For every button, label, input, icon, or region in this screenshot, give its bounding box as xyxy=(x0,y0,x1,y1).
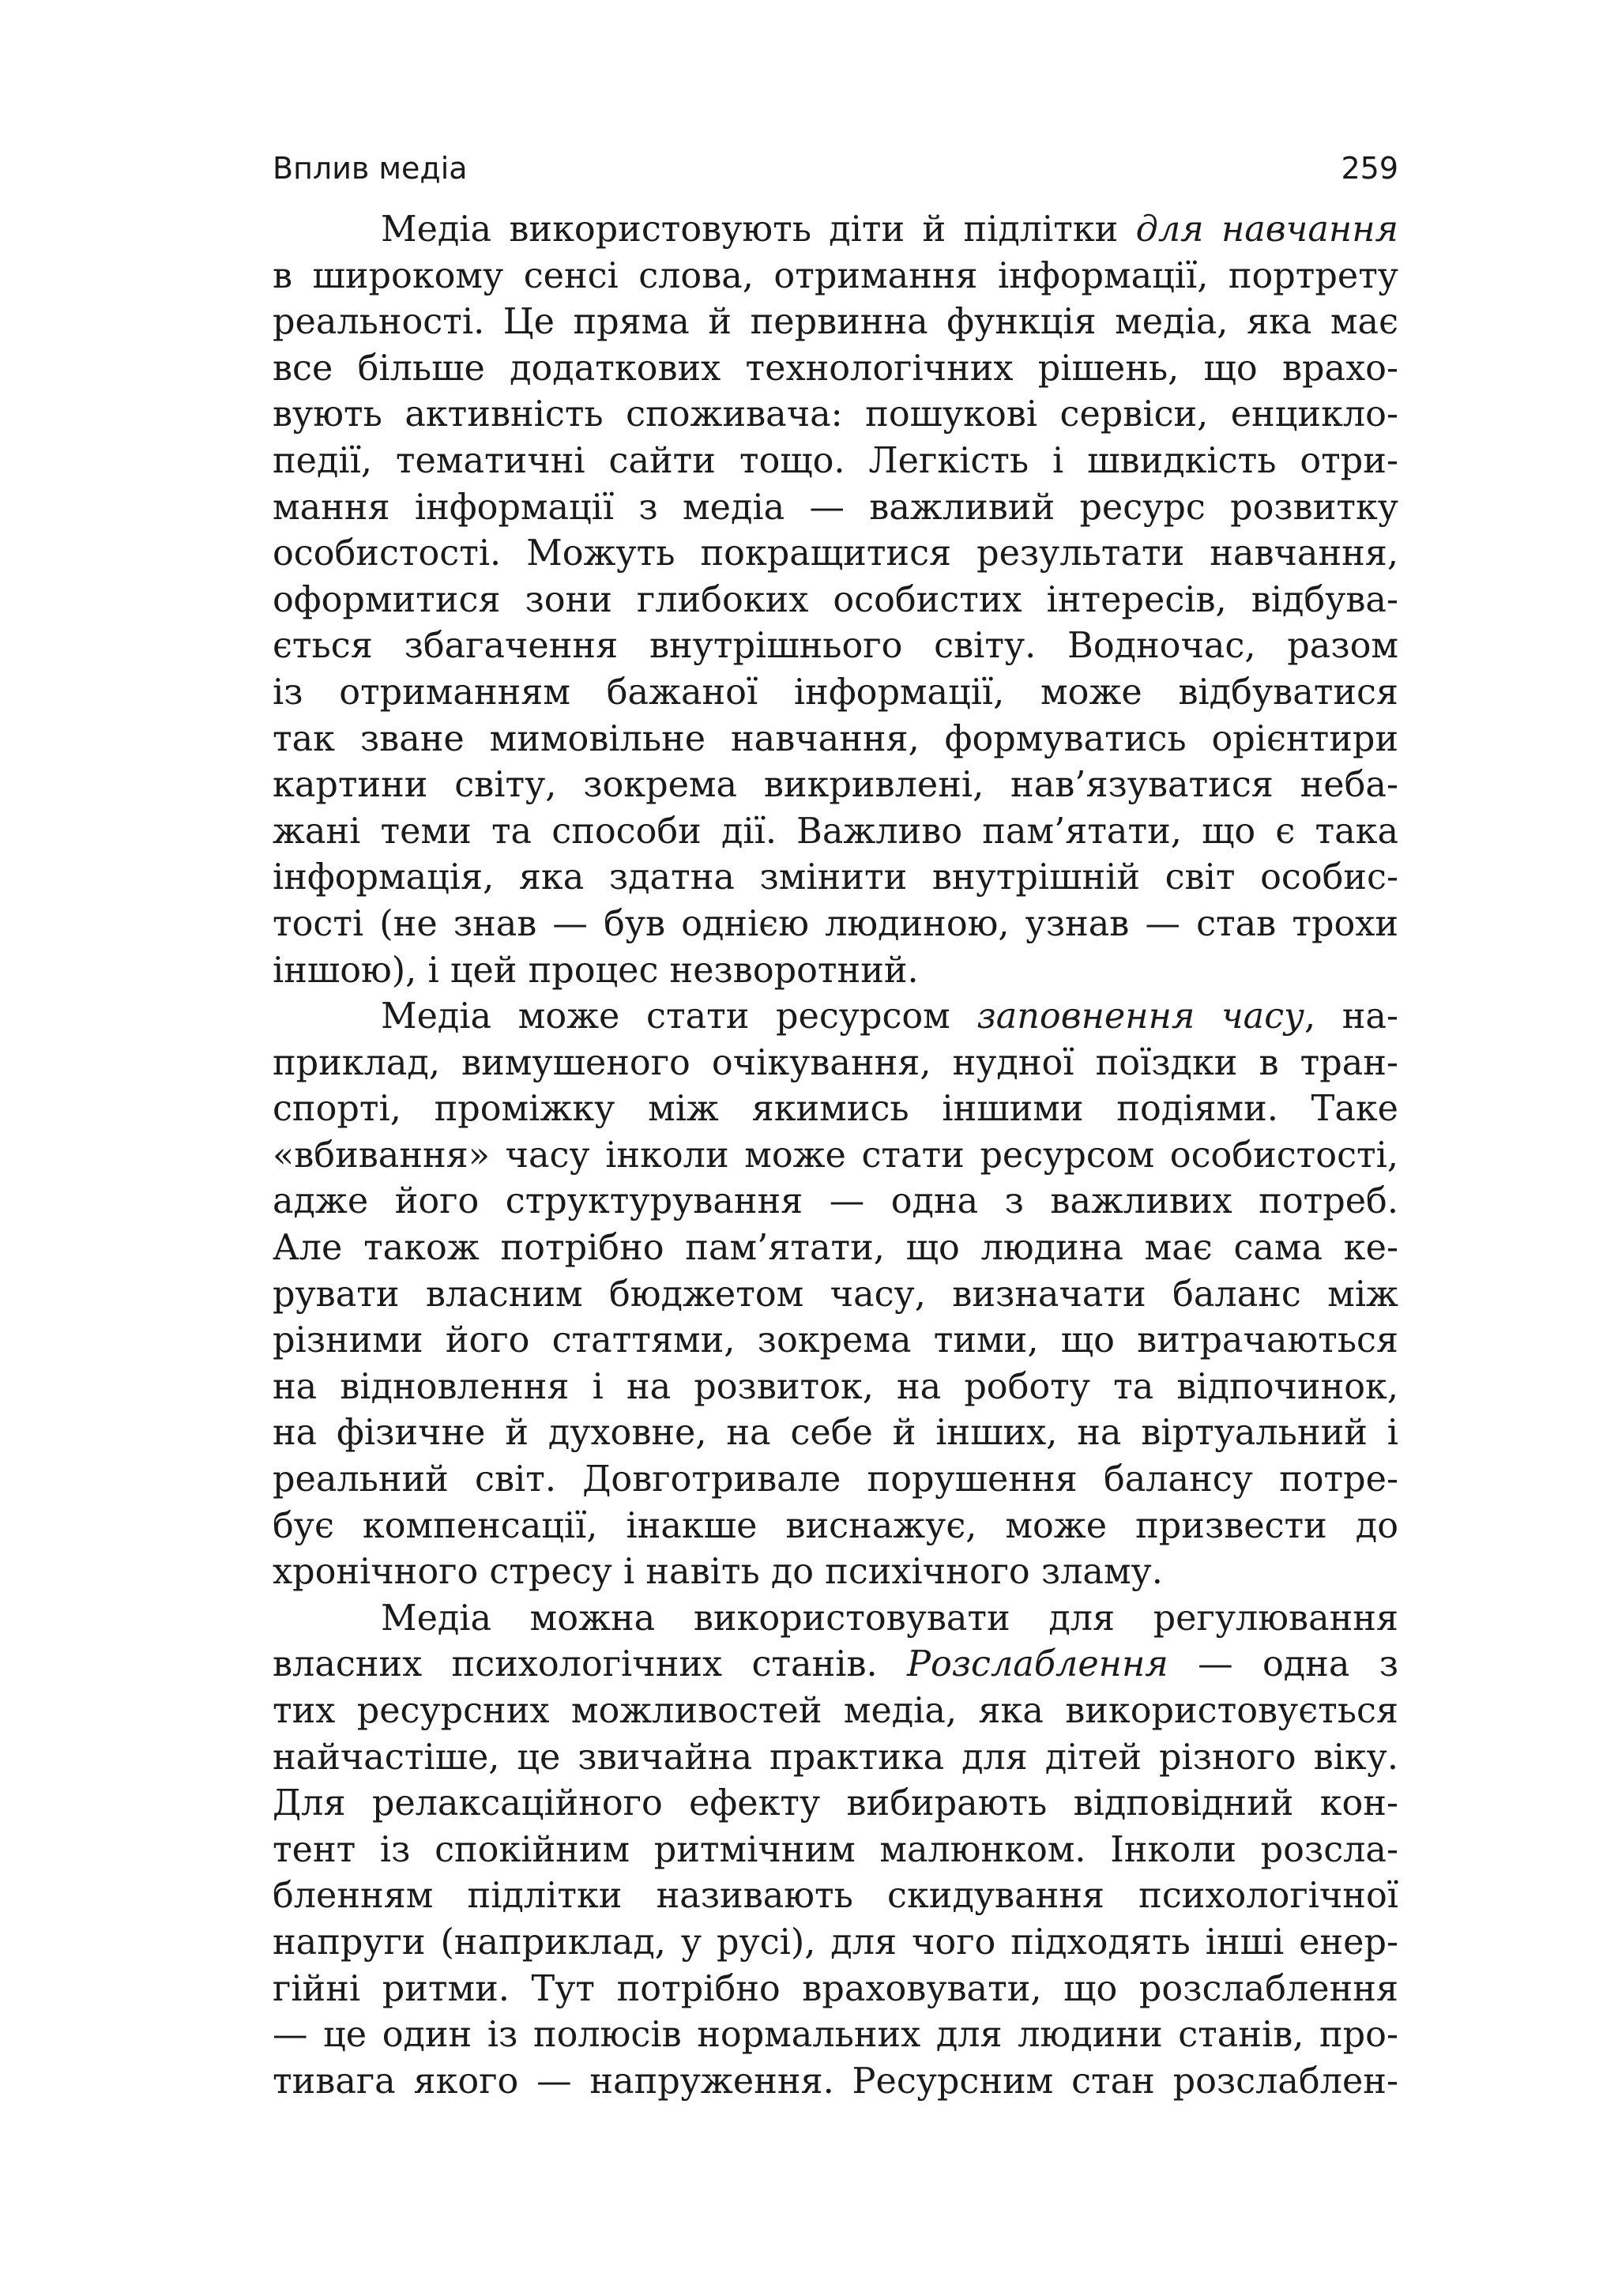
text-run: Медіа можна використовувати для регулювання xyxy=(381,1598,1398,1639)
text-line xyxy=(273,1504,1398,1550)
text-run: , на- xyxy=(1304,996,1398,1037)
text-line xyxy=(273,1549,1398,1596)
text-run: тих ресурсних можливостей медіа, яка використовується xyxy=(273,1691,1398,1731)
text-run: спорті, проміжку між якимись іншими подіями. Таке xyxy=(273,1089,1398,1130)
page-number: 259 xyxy=(1341,151,1398,186)
paragraph-first-line xyxy=(273,994,1398,1041)
italic-phrase: для навчання xyxy=(1135,209,1398,250)
text-line xyxy=(273,855,1398,901)
text-run: — це один із полюсів нормальних для людини станів, про- xyxy=(273,2015,1398,2056)
running-header xyxy=(273,141,1398,196)
text-run: тивага якого — напруження. Ресурсним стан розслаблен- xyxy=(273,2061,1398,2102)
text-line xyxy=(273,1457,1398,1504)
text-run: мання інформації з медіа — важливий ресурс розвитку xyxy=(273,487,1398,528)
text-run: гійні ритми. Тут потрібно враховувати, що розслаблення xyxy=(273,1968,1398,2009)
text-run: вують активність споживача: пошукові сервіси, енцикло- xyxy=(273,394,1398,435)
text-line xyxy=(273,1225,1398,1272)
text-run: приклад, вимушеного очікування, нудної поїздки в тран- xyxy=(273,1042,1398,1083)
text-run: все більше додаткових технологічних рішень, що врахо- xyxy=(273,348,1398,389)
text-line xyxy=(273,1735,1398,1782)
text-line xyxy=(273,346,1398,393)
text-line xyxy=(273,1272,1398,1319)
text-line xyxy=(273,762,1398,809)
text-line xyxy=(273,1133,1398,1180)
text-run: адже його структурування — одна з важливих потреб. xyxy=(273,1181,1398,1222)
text-line xyxy=(273,1967,1398,2013)
text-line xyxy=(273,809,1398,856)
text-run: власних психологічних станів. xyxy=(273,1644,908,1685)
body-text xyxy=(273,207,1398,2105)
text-run: оформитися зони глибоких особистих інтересів, відбува- xyxy=(273,579,1398,620)
text-run: реальності. Це пряма й первинна функція медіа, яка має xyxy=(273,302,1398,343)
text-run: тент із спокійним ритмічним малюнком. Інколи розсла- xyxy=(273,1829,1398,1870)
text-run: найчастіше, це звичайна практика для дітей різного віку. xyxy=(273,1737,1398,1778)
text-run: Але також потрібно пам’ятати, що людина має сама ке- xyxy=(273,1228,1398,1269)
text-run: різними його статтями, зокрема тими, що витрачаються xyxy=(273,1320,1398,1361)
italic-phrase: заповнення часу xyxy=(976,996,1304,1037)
chapter-title: Вплив медіа xyxy=(273,151,468,186)
text-line xyxy=(273,623,1398,670)
text-line xyxy=(273,1688,1398,1735)
text-line xyxy=(273,392,1398,438)
text-line xyxy=(273,2059,1398,2106)
text-line xyxy=(273,1920,1398,1967)
text-line xyxy=(273,485,1398,532)
italic-phrase: Розслаблення xyxy=(907,1644,1168,1685)
text-line xyxy=(273,717,1398,763)
text-run: на фізичне й духовне, на себе й інших, на віртуальний і xyxy=(273,1413,1398,1454)
text-line xyxy=(273,438,1398,485)
text-run: жані теми та способи дії. Важливо пам’ятати, що є така xyxy=(273,811,1398,852)
text-run: на відновлення і на розвиток, на роботу та відпочинок, xyxy=(273,1366,1398,1407)
text-line xyxy=(273,1364,1398,1411)
text-run: рувати власним бюджетом часу, визначати баланс між xyxy=(273,1274,1398,1315)
text-line xyxy=(273,578,1398,624)
text-run: Медіа може стати ресурсом xyxy=(381,996,977,1037)
text-run: із отриманням бажаної інформації, може відбуватися xyxy=(273,672,1398,713)
text-line xyxy=(273,1410,1398,1457)
text-line xyxy=(273,2012,1398,2059)
text-line xyxy=(273,531,1398,578)
text-line xyxy=(273,1642,1398,1688)
text-run: Для релаксаційного ефекту вибирають відповідний кон- xyxy=(273,1783,1398,1824)
text-line xyxy=(273,299,1398,346)
text-line xyxy=(273,901,1398,948)
text-line xyxy=(273,1318,1398,1364)
text-run: інформація, яка здатна змінити внутрішній світ особис- xyxy=(273,857,1398,898)
text-run: тості (не знав — був однією людиною, узнав — став трохи xyxy=(273,903,1398,944)
text-run: бленням підлітки називають скидування психологічної xyxy=(273,1876,1398,1917)
text-line xyxy=(273,1873,1398,1920)
text-line xyxy=(273,1781,1398,1827)
paragraph-first-line xyxy=(273,1596,1398,1643)
text-run: картини світу, зокрема викривлені, нав’язуватися неба- xyxy=(273,765,1398,806)
text-line xyxy=(273,1827,1398,1874)
text-line xyxy=(273,1041,1398,1087)
text-line xyxy=(273,1086,1398,1133)
text-run: педії, тематичні сайти тощо. Легкість і швидкість отри- xyxy=(273,440,1398,481)
text-line xyxy=(273,1179,1398,1225)
text-run: бує компенсації, інакше виснажує, може призвести до xyxy=(273,1505,1398,1546)
text-line xyxy=(273,670,1398,717)
text-line xyxy=(273,948,1398,995)
text-run: ється збагачення внутрішнього світу. Водночас, разом xyxy=(273,626,1398,667)
text-run: іншою), і цей процес незворотний. xyxy=(273,950,919,991)
text-run: особистості. Можуть покращитися результати навчання, xyxy=(273,533,1398,574)
paragraph-first-line xyxy=(273,207,1398,254)
text-run: так зване мимовільне навчання, формуватись орієнтири xyxy=(273,718,1398,759)
text-run: «вбивання» часу інколи може стати ресурсом особистості, xyxy=(273,1135,1398,1176)
text-run: реальний світ. Довготривале порушення балансу потре- xyxy=(273,1459,1398,1500)
text-run: в широкому сенсі слова, отримання інформації, портрету xyxy=(273,255,1398,296)
text-run: напруги (наприклад, у русі), для чого підходять інші енер- xyxy=(273,1921,1398,1963)
text-run: хронічного стресу і навіть до психічного зламу. xyxy=(273,1552,1163,1593)
text-line xyxy=(273,254,1398,300)
text-run: — одна з xyxy=(1168,1644,1399,1685)
text-run: Медіа використовують діти й підлітки xyxy=(381,209,1136,250)
